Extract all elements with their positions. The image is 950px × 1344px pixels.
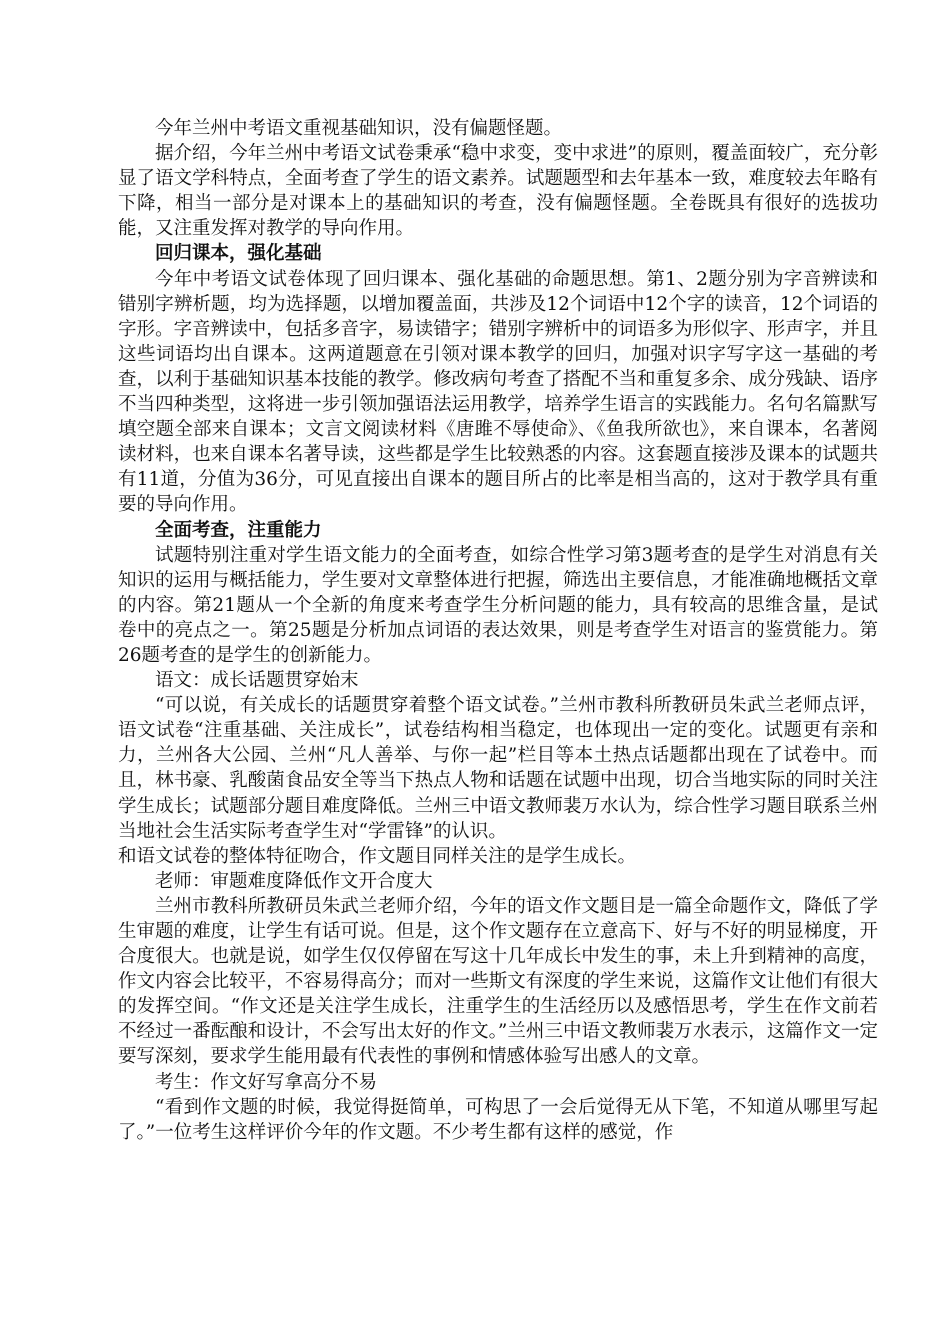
- intro-paragraph: 据介绍，今年兰州中考语文试卷秉承“稳中求变，变中求进”的原则，覆盖面较广，充分彰显了语文学科特点，全面考查了学生的语文素养。试题题型和去年基本一致，难度较去年略有下降，相当一部分是对课本上的基础知识的考查，没有偏题怪题。全卷既具有很好的选拔功能，又注重发挥对教学的导向作用。: [118, 143, 878, 240]
- section-heading-comprehensive-ability: 全面考查，注重能力: [155, 519, 322, 541]
- growth-followup-line: 和语文试卷的整体特征吻合，作文题目同样关注的是学生成长。: [118, 845, 637, 867]
- subheading-growth-topic: 语文：成长话题贯穿始末: [155, 670, 359, 692]
- growth-paragraph: “可以说，有关成长的话题贯穿着整个语文试卷。”兰州市教科所教研员朱武兰老师点评，语文试卷“注重基础、关注成长”，试卷结构相当稳定，也体现出一定的变化。试题更有亲和力，兰州各大公园、兰州“凡人善举、与你一起”栏目等本土热点话题都出现在了试卷中。而且，林书豪、乳酸菌食品安全等当下热点人物和话题在试题中出现，切合当地实际的同时关注学生成长；试题部分题目难度降低。兰州三中语文教师裴万水认为，综合性学习题目联系兰州当地社会生活实际考查学生对“学雷锋”的认识。: [118, 695, 878, 842]
- textbook-paragraph: 今年中考语文试卷体现了回归课本、强化基础的命题思想。第1、2题分别为字音辨读和错别字辨析题，均为选择题，以增加覆盖面，共涉及12个词语中12个字的读音，12个词语的字形。字音辨读中，包括多音字，易读错字；错别字辨析中的词语多为形似字、形声字，并且这些词语均出自课本。这两道题意在引领对课本教学的回归，加强对识字写字这一基础的考查，以利于基础知识基本技能的教学。修改病句考查了搭配不当和重复多余、成分残缺、语序不当四种类型，这将进一步引领加强语法运用教学，培养学生语言的实践能力。名句名篇默写填空题全部来自课本；文言文阅读材料《唐雎不辱使命》、《鱼我所欲也》，来自课本，名著阅读材料，也来自课本名著导读，这些都是学生比较熟悉的内容。这套题直接涉及课本的试题共有11道，分值为36分，可见直接出自课本的题目所占的比率是相当高的，这对于教学具有重要的导向作用。: [118, 268, 878, 516]
- section-heading-return-to-textbook: 回归课本，强化基础: [155, 243, 322, 265]
- subheading-teacher: 老师：审题难度降低作文开合度大: [155, 870, 433, 892]
- ability-paragraph: 试题特别注重对学生语文能力的全面考查，如综合性学习第3题考查的是学生对消息有关知识的运用与概括能力，学生要对文章整体进行把握，筛选出主要信息，才能准确地概括文章的内容。第21题从一个全新的角度来考查学生分析问题的能力，具有较高的思维含量，是试卷中的亮点之一。第25题是分析加点词语的表达效果，则是考查学生对语言的鉴赏能力。第26题考查的是学生的创新能力。: [118, 544, 878, 666]
- subheading-student: 考生：作文好写拿高分不易: [155, 1071, 378, 1093]
- document-page: [118, 116, 878, 1145]
- intro-summary: 今年兰州中考语文重视基础知识，没有偏题怪题。: [155, 118, 563, 139]
- teacher-paragraph: 兰州市教科所教研员朱武兰老师介绍，今年的语文作文题目是一篇全命题作文，降低了学生审题的难度，让学生有话可说。但是，这个作文题存在立意高下、好与不好的明显梯度，开合度很大。也就是说，如学生仅仅停留在写这十几年成长中发生的事，未上升到精神的高度，作文内容会比较平，不容易得高分；而对一些斯文有深度的学生来说，这篇作文让他们有很大的发挥空间。“作文还是关注学生成长，注重学生的生活经历以及感悟思考，学生在作文前若不经过一番酝酿和设计，不会写出太好的作文。”兰州三中语文教师裴万水表示，这篇作文一定要写深刻，要求学生能用最有代表性的事例和情感体验写出感人的文章。: [118, 895, 878, 1068]
- student-paragraph: “看到作文题的时候，我觉得挺简单，可构思了一会后觉得无从下笔，不知道从哪里写起了。”一位考生这样评价今年的作文题。不少考生都有这样的感觉，作: [118, 1096, 878, 1143]
